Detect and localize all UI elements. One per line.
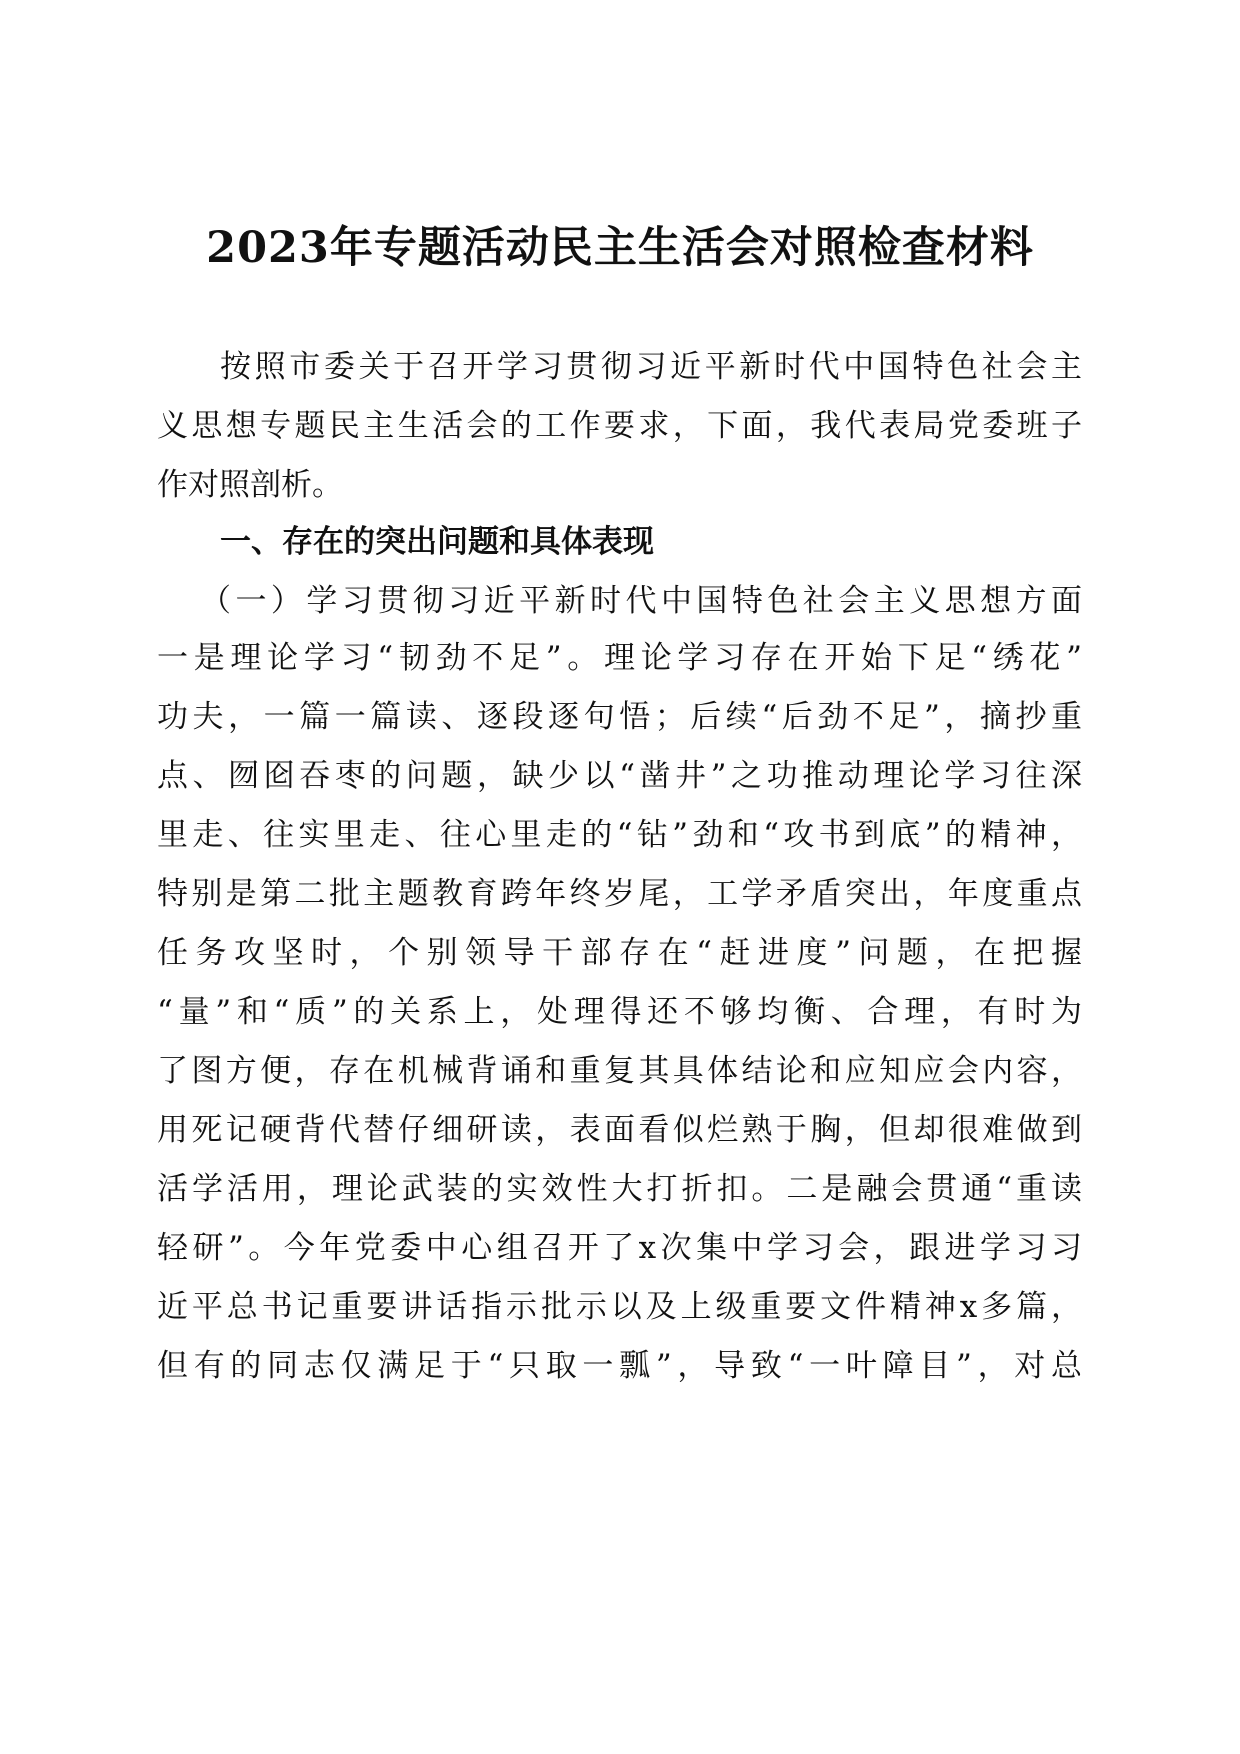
subsection-heading: （一）学习贯彻习近平新时代中国特色社会主义思想方面 xyxy=(200,583,1082,619)
section-heading: 一、存在的突出问题和具体表现 xyxy=(220,524,654,560)
body-line: 了图方便，存在机械背诵和重复其具体结论和应知应会内容， xyxy=(157,1053,1082,1089)
intro-line: 作对照剖析。 xyxy=(157,467,343,503)
body-line: 一是理论学习“韧劲不足”。理论学习存在开始下足“绣花” xyxy=(157,640,1082,676)
body-line: “量”和“质”的关系上，处理得还不够均衡、合理，有时为 xyxy=(157,994,1082,1030)
body-line: 活学活用，理论武装的实效性大打折扣。二是融会贯通“重读 xyxy=(157,1171,1082,1207)
body-line: 点、囫囵吞枣的问题，缺少以“凿井”之功推动理论学习往深 xyxy=(157,758,1082,794)
intro-line: 按照市委关于召开学习贯彻习近平新时代中国特色社会主 xyxy=(220,349,1082,385)
body-line: 任务攻坚时，个别领导干部存在“赶进度”问题，在把握 xyxy=(157,935,1082,971)
intro-line: 义思想专题民主生活会的工作要求，下面，我代表局党委班子 xyxy=(157,408,1082,444)
document-title: 2023年专题活动民主生活会对照检查材料 xyxy=(206,223,1034,273)
body-line: 用死记硬背代替仔细研读，表面看似烂熟于胸，但却很难做到 xyxy=(157,1112,1082,1148)
body-line: 特别是第二批主题教育跨年终岁尾，工学矛盾突出，年度重点 xyxy=(157,876,1082,912)
body-line: 轻研”。今年党委中心组召开了x次集中学习会，跟进学习习 xyxy=(157,1230,1082,1266)
body-line: 但有的同志仅满足于“只取一瓢”，导致“一叶障目”，对总 xyxy=(157,1348,1082,1384)
body-line: 里走、往实里走、往心里走的“钻”劲和“攻书到底”的精神， xyxy=(157,817,1082,853)
body-line: 近平总书记重要讲话指示批示以及上级重要文件精神x多篇， xyxy=(157,1289,1082,1325)
body-line: 功夫，一篇一篇读、逐段逐句悟；后续“后劲不足”，摘抄重 xyxy=(157,699,1082,735)
